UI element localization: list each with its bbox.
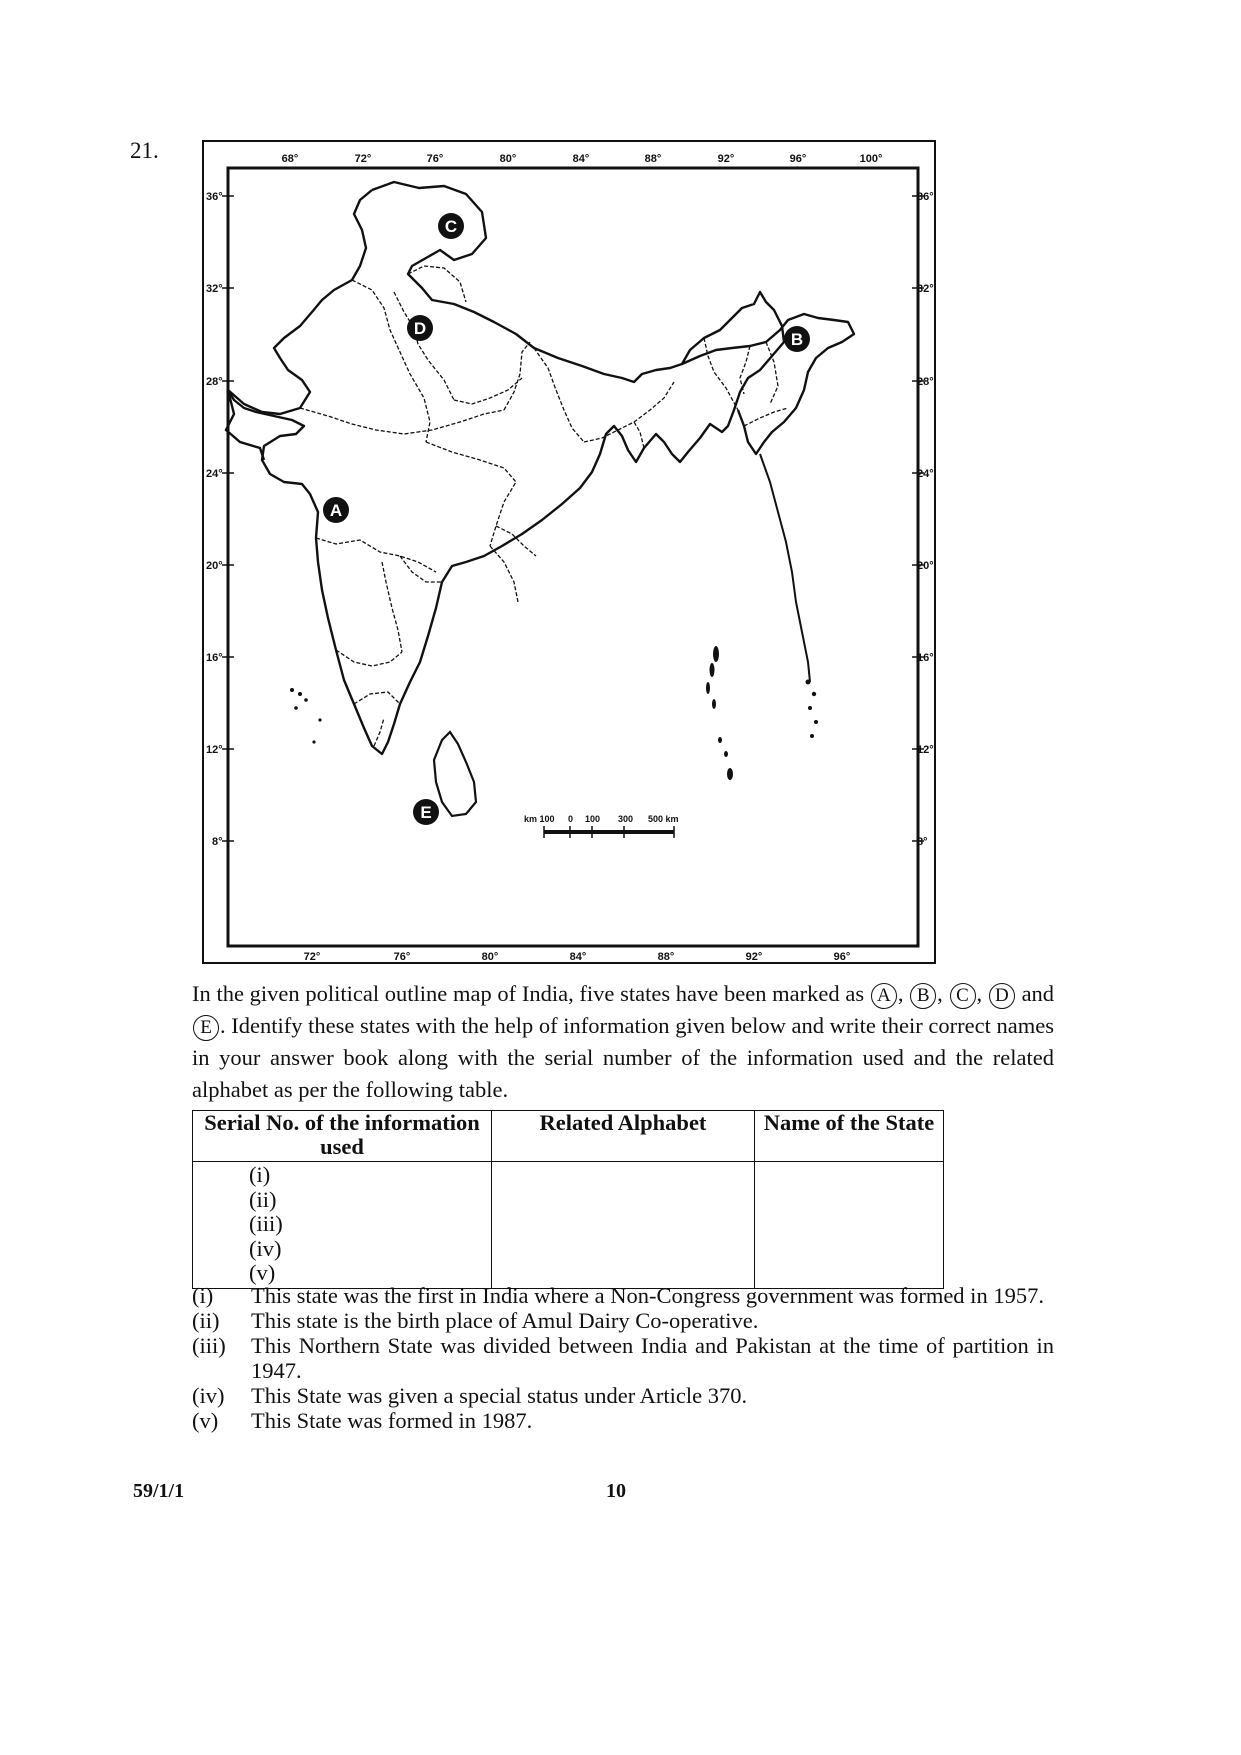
marker-b-label: B	[790, 330, 804, 349]
circled-b: B	[910, 983, 936, 1009]
scale-label: 100	[585, 814, 601, 824]
circled-d: D	[989, 983, 1015, 1009]
marker-d-label: D	[413, 319, 427, 338]
lat-left-label: 16°	[206, 652, 223, 664]
scale-bar	[524, 814, 679, 838]
marker-a-label: A	[329, 501, 343, 520]
india-outline-map	[202, 140, 936, 964]
header-alphabet: Related Alphabet	[492, 1111, 755, 1162]
information-list	[192, 1283, 1054, 1433]
information-number: (ii)	[192, 1308, 220, 1333]
marker-c-label: C	[444, 217, 458, 236]
answer-table-header-row	[193, 1111, 944, 1162]
lon-bottom-label: 88°	[657, 951, 675, 962]
lon-top-label: 72°	[354, 153, 372, 165]
information-number: (i)	[192, 1283, 214, 1308]
lon-top-label: 68°	[281, 153, 299, 165]
lat-left-label: 32°	[206, 283, 223, 295]
circled-c: C	[950, 983, 976, 1009]
lon-bottom-label: 96°	[833, 951, 851, 962]
serial-cell	[193, 1162, 492, 1289]
instruction-text-1: In the given political outline map of India, five states have been marked as	[192, 981, 865, 1006]
information-text: This State was formed in 1987.	[251, 1408, 533, 1433]
serial-item: (iv)	[249, 1235, 282, 1261]
left-latitude-labels	[206, 191, 223, 848]
scale-label: km 100	[524, 814, 555, 824]
information-number: (v)	[192, 1408, 219, 1433]
information-item	[192, 1283, 1054, 1308]
lon-top-label: 76°	[426, 153, 444, 165]
page-number: 10	[606, 1480, 626, 1502]
india-outline-west	[228, 190, 372, 414]
lat-left-label: 28°	[206, 376, 223, 388]
lat-right-label: 16°	[917, 652, 934, 664]
information-item	[192, 1383, 1054, 1408]
scale-label: 0	[568, 814, 574, 824]
circled-e: E	[193, 1015, 219, 1041]
header-serial: Serial No. of the information used	[193, 1111, 492, 1162]
state-boundaries	[300, 266, 788, 746]
lat-left-label: 24°	[206, 468, 223, 480]
lon-top-label: 100°	[859, 153, 883, 165]
lon-top-label: 92°	[717, 153, 735, 165]
lakshadweep-islands	[290, 688, 322, 744]
lat-left-label: 20°	[206, 560, 223, 572]
alphabet-cell	[492, 1162, 755, 1289]
lat-left-label: 36°	[206, 191, 223, 203]
lat-right-label: 36°	[917, 191, 934, 203]
instruction-paragraph: In the given political outline map of India, five states have been marked as A , B , C , D and E . Identify these states with the help of information given below and write their correct names in your answer book along with the serial number of the information used and the related alphabet as per the following table.	[192, 981, 1055, 1102]
lat-left-label: 8°	[212, 836, 223, 848]
information-item	[192, 1308, 1054, 1333]
answer-table	[192, 1110, 944, 1289]
lat-right-label: 12°	[917, 744, 934, 756]
lon-top-label: 84°	[572, 153, 590, 165]
scale-label: 500 km	[648, 814, 679, 824]
marker-d	[407, 315, 433, 341]
lat-right-label: 8°	[917, 836, 928, 848]
lon-bottom-label: 80°	[481, 951, 499, 962]
information-text: This state was the first in India where a Non-Congress government was formed in 1957.	[251, 1283, 1044, 1308]
lat-right-label: 20°	[917, 560, 934, 572]
state-cell	[755, 1162, 944, 1289]
sri-lanka-outline	[434, 732, 476, 816]
lat-right-label: 24°	[917, 468, 934, 480]
information-text: This Northern State was divided between India and Pakistan at the time of partition in 1947.	[251, 1333, 1054, 1383]
answer-table-body-row	[193, 1162, 944, 1289]
lon-bottom-label: 76°	[393, 951, 411, 962]
lat-right-label: 28°	[917, 376, 934, 388]
marker-a	[323, 497, 349, 523]
information-number: (iii)	[192, 1333, 226, 1358]
india-outline	[228, 182, 784, 754]
lon-top-label: 96°	[789, 153, 807, 165]
lon-bottom-label: 72°	[303, 951, 321, 962]
circled-a: A	[871, 983, 897, 1009]
coastal-islands	[806, 680, 819, 739]
marker-e-label: E	[420, 803, 432, 822]
lon-bottom-label: 84°	[569, 951, 587, 962]
lon-top-label: 80°	[499, 153, 517, 165]
top-longitude-labels	[282, 153, 883, 165]
lon-top-label: 88°	[644, 153, 662, 165]
question-number: 21.	[130, 138, 159, 163]
information-text: This State was given a special status under Article 370.	[251, 1383, 748, 1408]
instruction-text-2: . Identify these states with the help of information given below and write their correct names in your answer book along with the serial number of the information used and the related alphabet as per the following table.	[192, 1013, 1054, 1102]
serial-item: (ii)	[249, 1186, 277, 1212]
serial-item: (v)	[249, 1260, 276, 1285]
instruction-and: and	[1021, 981, 1055, 1006]
bottom-longitude-labels	[304, 951, 851, 962]
marker-c	[438, 213, 464, 239]
marker-b	[784, 326, 810, 352]
scale-label: 300	[618, 814, 634, 824]
lat-left-label: 12°	[206, 744, 223, 756]
information-number: (iv)	[192, 1383, 225, 1408]
lon-bottom-label: 92°	[745, 951, 763, 962]
paper-code: 59/1/1	[133, 1480, 185, 1502]
andaman-nicobar-islands	[706, 646, 733, 780]
map-inner-frame	[228, 168, 918, 946]
information-item	[192, 1333, 1054, 1383]
information-text: This state is the birth place of Amul Dairy Co-operative.	[251, 1308, 759, 1333]
lat-right-label: 32°	[917, 283, 934, 295]
information-item	[192, 1408, 1054, 1433]
serial-item: (iii)	[249, 1211, 283, 1236]
serial-item: (i)	[249, 1162, 271, 1187]
marker-e	[413, 799, 439, 825]
header-state: Name of the State	[755, 1111, 944, 1162]
